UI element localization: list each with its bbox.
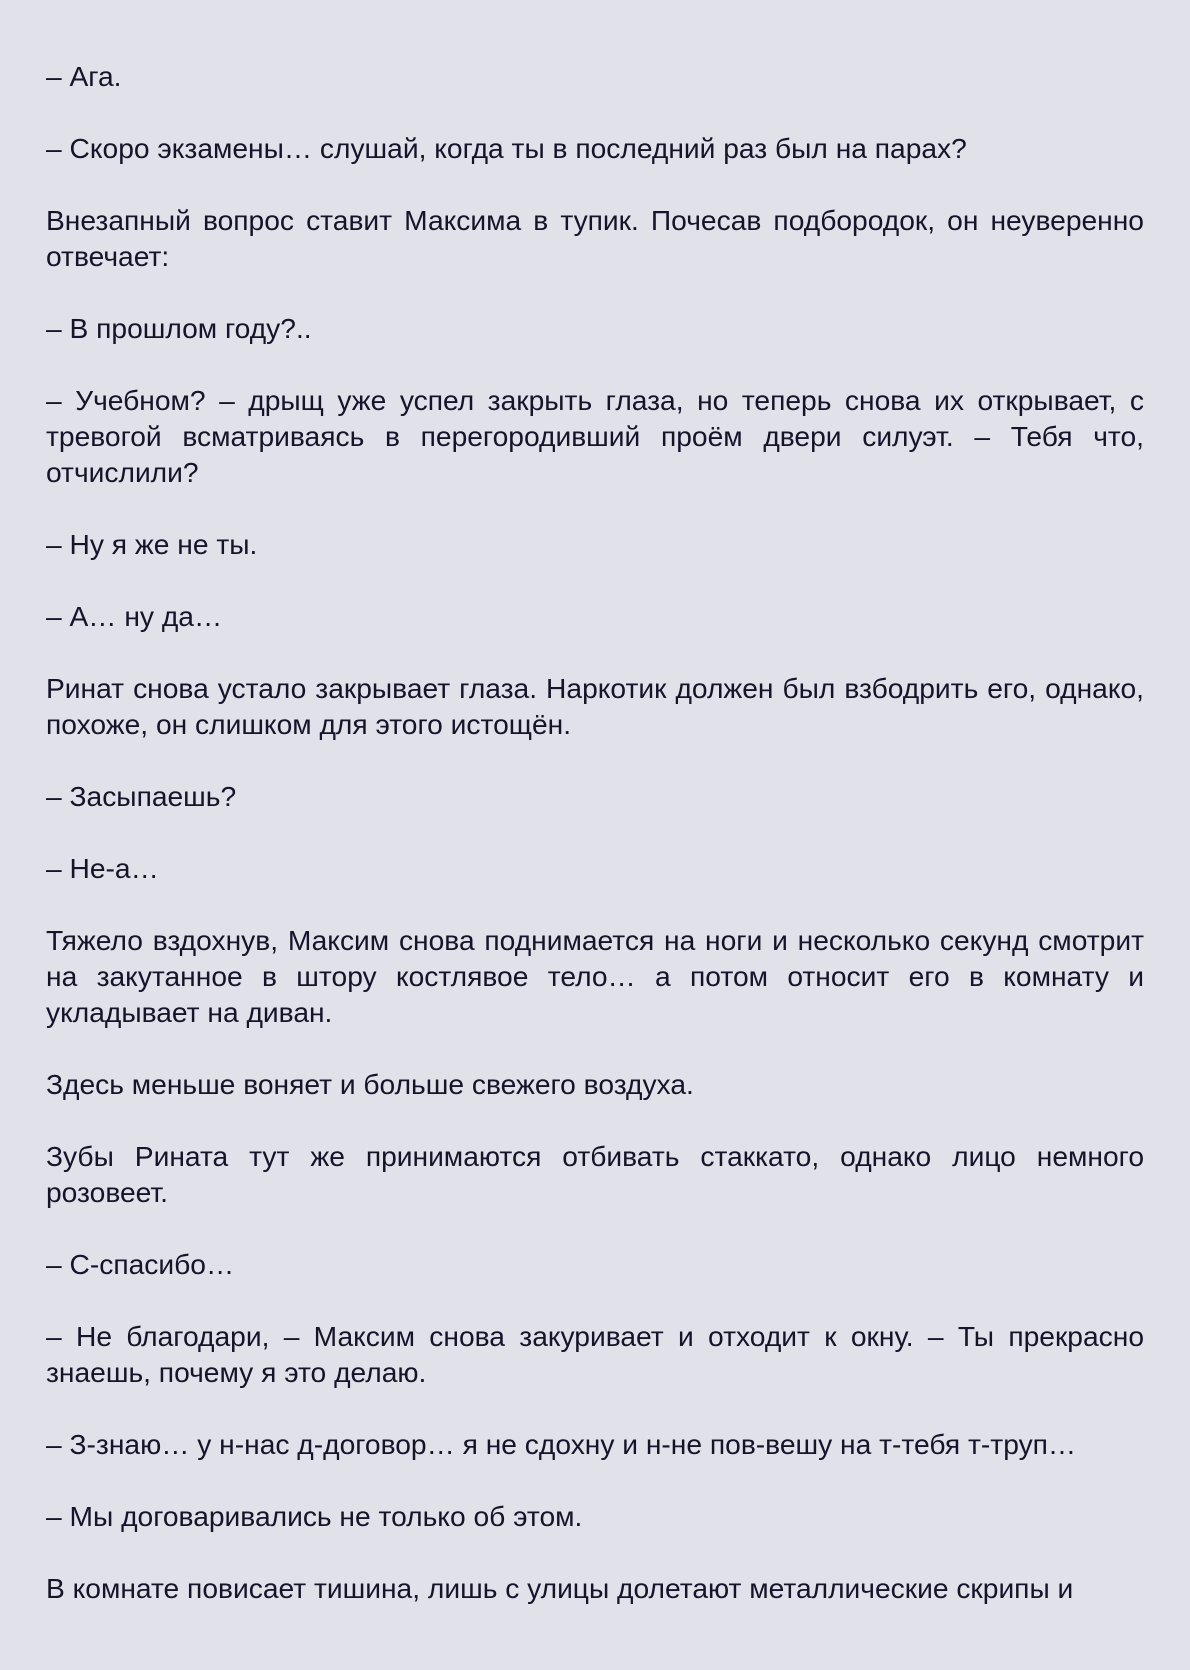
paragraph: – С-спасибо… [46,1248,235,1280]
paragraph: Зубы Рината тут же принимаются отбивать стаккато, однако лицо немного розовеет. [46,1140,1144,1208]
paragraph: – З-знаю… у н-нас д-договор… я не сдохну и н-не пов-вешу на т-тебя т-труп… [46,1428,1077,1460]
document-text [46,58,1144,1606]
paragraph: – Засыпаешь? [46,780,237,812]
paragraph: – Не благодари, – Максим снова закуривает и отходит к окну. – Ты прекрасно знаешь, почему я это делаю. [46,1320,1144,1388]
paragraph: В комнате повисает тишина, лишь с улицы долетают металлические скрипы и [46,1572,1074,1604]
paragraph: – Скоро экзамены… слушай, когда ты в последний раз был на парах? [46,132,967,164]
paragraph: – В прошлом году?.. [46,312,312,344]
paragraph: – Мы договаривались не только об этом. [46,1500,583,1532]
paragraph: – Учебном? – дрыщ уже успел закрыть глаза, но теперь снова их открывает, с тревогой всматриваясь в перегородивший проём двери силуэт. – Тебя что, отчислили? [46,384,1144,488]
paragraph: Тяжело вздохнув, Максим снова поднимается на ноги и несколько секунд смотрит на закутанное в штору костлявое тело… а потом относит его в комнату и укладывает на диван. [46,924,1144,1028]
paragraph: Ринат снова устало закрывает глаза. Наркотик должен был взбодрить его, однако, похоже, он слишком для этого истощён. [46,672,1144,740]
paragraph: – А… ну да… [46,600,223,632]
paragraph: Здесь меньше воняет и больше свежего воздуха. [46,1068,694,1100]
paragraph: – Ну я же не ты. [46,528,258,560]
paragraph: Внезапный вопрос ставит Максима в тупик. Почесав подбородок, он неуверенно отвечает: [46,204,1144,272]
paragraph: – Не-а… [46,852,159,884]
paragraph: – Ага. [46,60,122,92]
